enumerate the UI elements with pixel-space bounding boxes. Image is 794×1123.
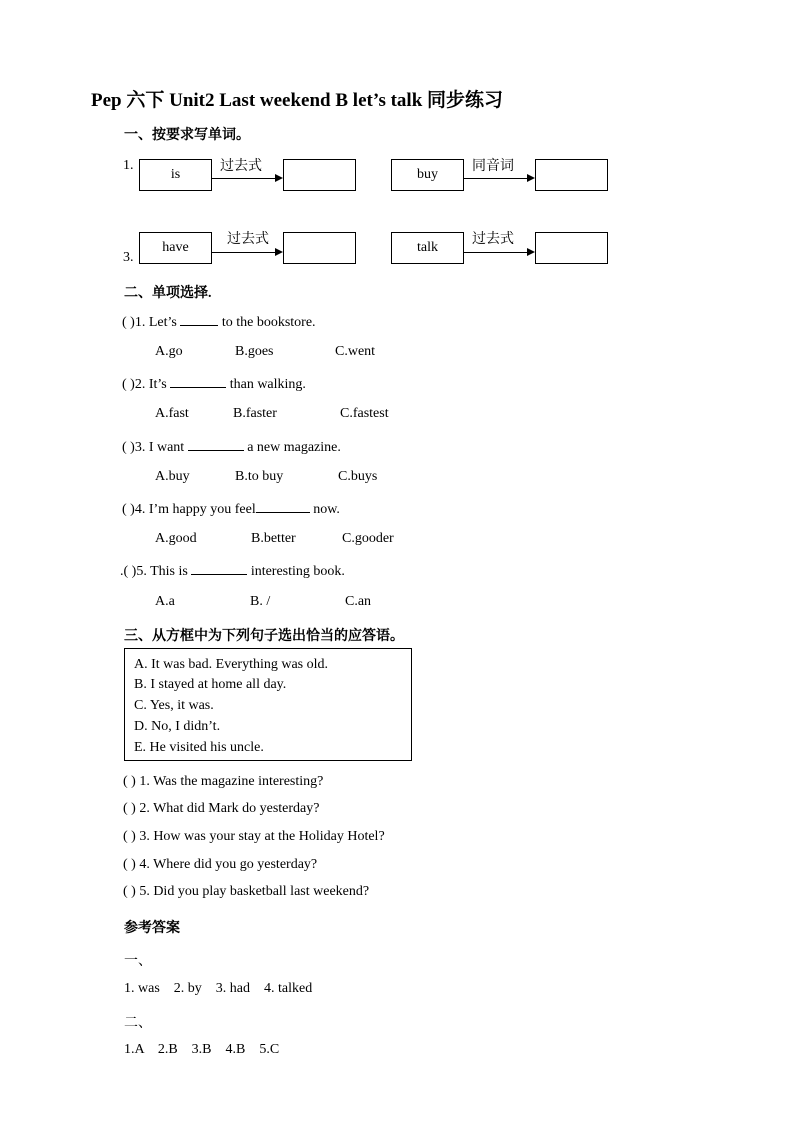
response-option-c: C. Yes, it was. [134,698,214,713]
mc-q2-option-b: B.faster [233,406,277,421]
answers-part2: 1.A 2.B 3.B 4.B 5.C [124,1042,280,1057]
answers-part2-label: 二、 [124,1016,152,1031]
row1-left-arrow-label: 过去式 [220,158,262,174]
mc-q3-option-b: B.to buy [235,469,284,484]
match-question-3: ( ) 3. How was your stay at the Holiday Hotel? [123,829,385,844]
mc-q5-option-b: B. / [250,594,271,609]
match-question-4: ( ) 4. Where did you go yesterday? [123,857,318,872]
mc-q5-option-c: C.an [345,594,372,609]
row2-right-answer-box[interactable] [535,232,608,264]
mc-q5-option-a: A.a [155,594,175,609]
response-option-e: E. He visited his uncle. [134,740,264,755]
row2-left-arrow-head [275,248,283,256]
row2-left-arrow-label: 过去式 [227,231,269,247]
row1-right-arrow-label: 同音词 [472,158,514,174]
answers-part1: 1. was 2. by 3. had 4. talked [124,981,313,996]
mc-q1-option-c: C.went [335,344,376,359]
mc-q2-option-c: C.fastest [340,406,389,421]
row1-left-answer-box[interactable] [283,159,356,191]
answers-heading: 参考答案 [124,921,180,936]
mc-q2-option-a: A.fast [155,406,189,421]
mc-q1-option-b: B.goes [235,344,274,359]
row1-number: 1. [123,158,134,173]
mc-q4-option-a: A.good [155,531,197,546]
row2-right-word-box [391,232,464,264]
row2-left-arrow [212,252,276,253]
row2-right-arrow-head [527,248,535,256]
response-option-d: D. No, I didn’t. [134,719,221,734]
mc-q1-option-a: A.go [155,344,183,359]
section2-heading: 二、单项选择. [124,286,212,301]
mc-question-1: ( )1. Let’s to the bookstore. [122,315,316,330]
row1-right-word-box [391,159,464,191]
mc-q4-option-b: B.better [251,531,296,546]
row1-left-arrow [212,178,276,179]
answer-blank[interactable] [191,562,247,575]
row1-right-arrow [464,178,528,179]
mc-q3-option-c: C.buys [338,469,378,484]
answer-blank[interactable] [180,313,218,326]
row1-right-answer-box[interactable] [535,159,608,191]
mc-q3-option-a: A.buy [155,469,190,484]
row1-left-word-box [139,159,212,191]
row2-left-word-box [139,232,212,264]
row2-right-word: talk [417,240,438,255]
answer-blank[interactable] [256,500,310,513]
row1-right-arrow-head [527,174,535,182]
match-question-5: ( ) 5. Did you play basketball last weekend? [123,884,370,899]
response-option-a: A. It was bad. Everything was old. [134,657,329,672]
mc-question-3: ( )3. I want a new magazine. [122,440,341,455]
answers-part1-label: 一、 [124,954,152,969]
section3-heading: 三、从方框中为下列句子选出恰当的应答语。 [124,629,404,644]
response-option-b: B. I stayed at home all day. [134,677,287,692]
row2-right-arrow [464,252,528,253]
row1-left-word: is [170,167,181,182]
row2-left-word: have [162,240,189,255]
mc-question-4: ( )4. I’m happy you feel now. [122,502,340,517]
mc-question-2: ( )2. It’s than walking. [122,377,306,392]
page-title: Pep 六下 Unit2 Last weekend B let’s talk 同步练习 [91,90,504,111]
row1-right-word: buy [417,167,438,182]
match-question-2: ( ) 2. What did Mark do yesterday? [123,801,320,816]
row2-number: 3. [123,250,134,265]
section1-heading: 一、按要求写单词。 [124,128,250,143]
mc-q4-option-c: C.gooder [342,531,394,546]
answer-blank[interactable] [188,438,244,451]
row2-left-answer-box[interactable] [283,232,356,264]
answer-blank[interactable] [170,375,226,388]
mc-question-5: .( )5. This is interesting book. [120,564,345,579]
row2-right-arrow-label: 过去式 [472,231,514,247]
match-question-1: ( ) 1. Was the magazine interesting? [123,774,324,789]
row1-left-arrow-head [275,174,283,182]
